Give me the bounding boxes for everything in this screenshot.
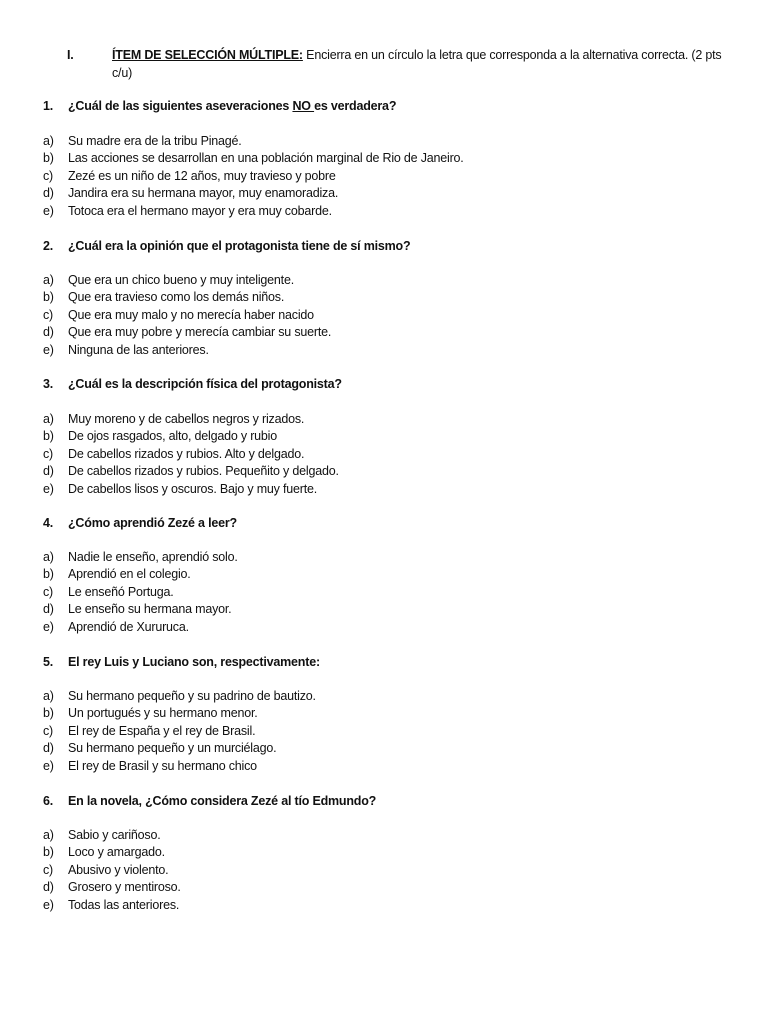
option-d[interactable] xyxy=(43,601,733,618)
option-letter: a) xyxy=(43,273,54,287)
option-b[interactable] xyxy=(43,705,733,722)
option-d[interactable] xyxy=(43,879,733,896)
option-text: Las acciones se desarrollan en una población marginal de Rio de Janeiro. xyxy=(68,151,464,166)
option-text: Loco y amargado. xyxy=(68,845,165,860)
option-letter: e) xyxy=(43,481,54,496)
option-text: Un portugués y su hermano menor. xyxy=(68,706,258,721)
option-text: Su hermano pequeño y un murciélago. xyxy=(68,741,277,756)
option-text: Le enseñó Portuga. xyxy=(68,584,174,599)
option-text: Zezé es un niño de 12 años, muy travieso y pobre xyxy=(68,168,336,183)
section-title: ÍTEM DE SELECCIÓN MÚLTIPLE: xyxy=(112,48,303,62)
option-c[interactable] xyxy=(43,168,733,185)
option-text: De cabellos rizados y rubios. Alto y delgado. xyxy=(68,446,305,461)
option-letter: d) xyxy=(43,880,54,895)
option-letter: a) xyxy=(43,550,54,564)
option-c[interactable] xyxy=(43,723,733,740)
question-2 xyxy=(43,238,733,255)
option-letter: c) xyxy=(43,723,54,738)
option-letter: d) xyxy=(43,325,54,340)
question-3 xyxy=(43,376,733,393)
option-b[interactable] xyxy=(43,289,733,306)
option-b[interactable] xyxy=(43,150,733,167)
option-text: Todas las anteriores. xyxy=(68,897,180,912)
option-letter: c) xyxy=(43,446,54,461)
option-letter: a) xyxy=(43,134,54,148)
option-text: Jandira era su hermana mayor, muy enamoradiza. xyxy=(68,186,339,201)
option-text: Que era un chico bueno y muy inteligente. xyxy=(68,273,294,287)
question-number: 5. xyxy=(43,655,54,669)
option-letter: a) xyxy=(43,689,54,703)
option-text: Que era muy pobre y merecía cambiar su suerte. xyxy=(68,325,332,340)
section-instruction: Encierra en un círculo la letra que corresponda a la alternativa correcta. (2 pts c/u) xyxy=(112,48,722,80)
option-b[interactable] xyxy=(43,844,733,861)
option-text: Aprendió de Xururuca. xyxy=(68,619,189,634)
option-letter: e) xyxy=(43,897,54,912)
option-e[interactable] xyxy=(43,897,733,914)
option-e[interactable] xyxy=(43,481,733,498)
option-letter: c) xyxy=(43,168,54,183)
section-header xyxy=(67,46,732,82)
question-4 xyxy=(43,515,733,532)
option-text: De cabellos rizados y rubios. Pequeñito y delgado. xyxy=(68,464,339,479)
question-text: El rey Luis y Luciano son, respectivamente: xyxy=(68,655,320,669)
option-letter: b) xyxy=(43,845,54,860)
option-letter: b) xyxy=(43,151,54,166)
option-a[interactable] xyxy=(43,133,733,150)
option-text: Grosero y mentiroso. xyxy=(68,880,181,895)
option-b[interactable] xyxy=(43,428,733,445)
question-text: ¿Cuál es la descripción física del protagonista? xyxy=(68,377,342,391)
option-letter: c) xyxy=(43,584,54,599)
question-text-underlined: NO xyxy=(292,99,315,113)
option-c[interactable] xyxy=(43,307,733,324)
option-text: Que era muy malo y no merecía haber nacido xyxy=(68,307,314,322)
question-3-options xyxy=(43,411,733,498)
question-6 xyxy=(43,793,733,810)
option-text: Su madre era de la tribu Pinagé. xyxy=(68,134,242,148)
question-1 xyxy=(43,98,733,115)
question-4-options xyxy=(43,549,733,636)
question-number: 3. xyxy=(43,377,54,391)
option-letter: a) xyxy=(43,412,54,426)
option-d[interactable] xyxy=(43,463,733,480)
question-6-options xyxy=(43,827,733,914)
option-text: Muy moreno y de cabellos negros y rizados. xyxy=(68,412,305,426)
option-text: Aprendió en el colegio. xyxy=(68,567,191,582)
option-c[interactable] xyxy=(43,446,733,463)
question-text: En la novela, ¿Cómo considera Zezé al tío Edmundo? xyxy=(68,794,377,808)
option-letter: d) xyxy=(43,741,54,756)
option-d[interactable] xyxy=(43,324,733,341)
option-e[interactable] xyxy=(43,619,733,636)
option-letter: b) xyxy=(43,429,54,444)
option-letter: e) xyxy=(43,758,54,773)
option-text: De ojos rasgados, alto, delgado y rubio xyxy=(68,429,278,444)
option-d[interactable] xyxy=(43,185,733,202)
option-text: El rey de España y el rey de Brasil. xyxy=(68,723,256,738)
option-text: Ninguna de las anteriores. xyxy=(68,342,209,357)
question-1-options xyxy=(43,133,733,220)
question-5 xyxy=(43,654,733,671)
option-letter: b) xyxy=(43,706,54,721)
question-text-end: es verdadera? xyxy=(314,99,397,113)
option-letter: e) xyxy=(43,203,54,218)
question-2-options xyxy=(43,272,733,359)
question-5-options xyxy=(43,688,733,775)
option-b[interactable] xyxy=(43,566,733,583)
question-number: 6. xyxy=(43,794,54,808)
question-number: 2. xyxy=(43,239,54,253)
question-number: 1. xyxy=(43,99,54,113)
option-c[interactable] xyxy=(43,862,733,879)
option-letter: e) xyxy=(43,619,54,634)
option-letter: d) xyxy=(43,464,54,479)
option-a[interactable] xyxy=(43,272,733,289)
option-letter: b) xyxy=(43,290,54,305)
option-e[interactable] xyxy=(43,342,733,359)
section-instruction-block xyxy=(112,46,732,82)
option-text: Nadie le enseño, aprendió solo. xyxy=(68,550,238,564)
option-letter: e) xyxy=(43,342,54,357)
option-text: Totoca era el hermano mayor y era muy cobarde. xyxy=(68,203,332,218)
section-number: I. xyxy=(67,48,74,62)
option-e[interactable] xyxy=(43,203,733,220)
option-c[interactable] xyxy=(43,584,733,601)
option-text: Su hermano pequeño y su padrino de bautizo. xyxy=(68,689,316,703)
option-text: Abusivo y violento. xyxy=(68,862,169,877)
option-text: Le enseño su hermana mayor. xyxy=(68,602,232,617)
option-letter: a) xyxy=(43,828,54,842)
option-letter: c) xyxy=(43,862,54,877)
question-text: ¿Cuál de las siguientes aseveraciones xyxy=(68,99,293,113)
option-a[interactable] xyxy=(43,827,733,844)
option-text: Sabio y cariñoso. xyxy=(68,828,161,842)
question-text: ¿Cómo aprendió Zezé a leer? xyxy=(68,516,237,530)
option-a[interactable] xyxy=(43,688,733,705)
option-a[interactable] xyxy=(43,411,733,428)
option-letter: d) xyxy=(43,602,54,617)
option-letter: d) xyxy=(43,186,54,201)
option-letter: c) xyxy=(43,307,54,322)
option-d[interactable] xyxy=(43,740,733,757)
option-e[interactable] xyxy=(43,758,733,775)
option-text: El rey de Brasil y su hermano chico xyxy=(68,758,257,773)
option-text: Que era travieso como los demás niños. xyxy=(68,290,285,305)
option-letter: b) xyxy=(43,567,54,582)
question-text: ¿Cuál era la opinión que el protagonista tiene de sí mismo? xyxy=(68,239,411,253)
option-a[interactable] xyxy=(43,549,733,566)
question-number: 4. xyxy=(43,516,54,530)
option-text: De cabellos lisos y oscuros. Bajo y muy fuerte. xyxy=(68,481,318,496)
